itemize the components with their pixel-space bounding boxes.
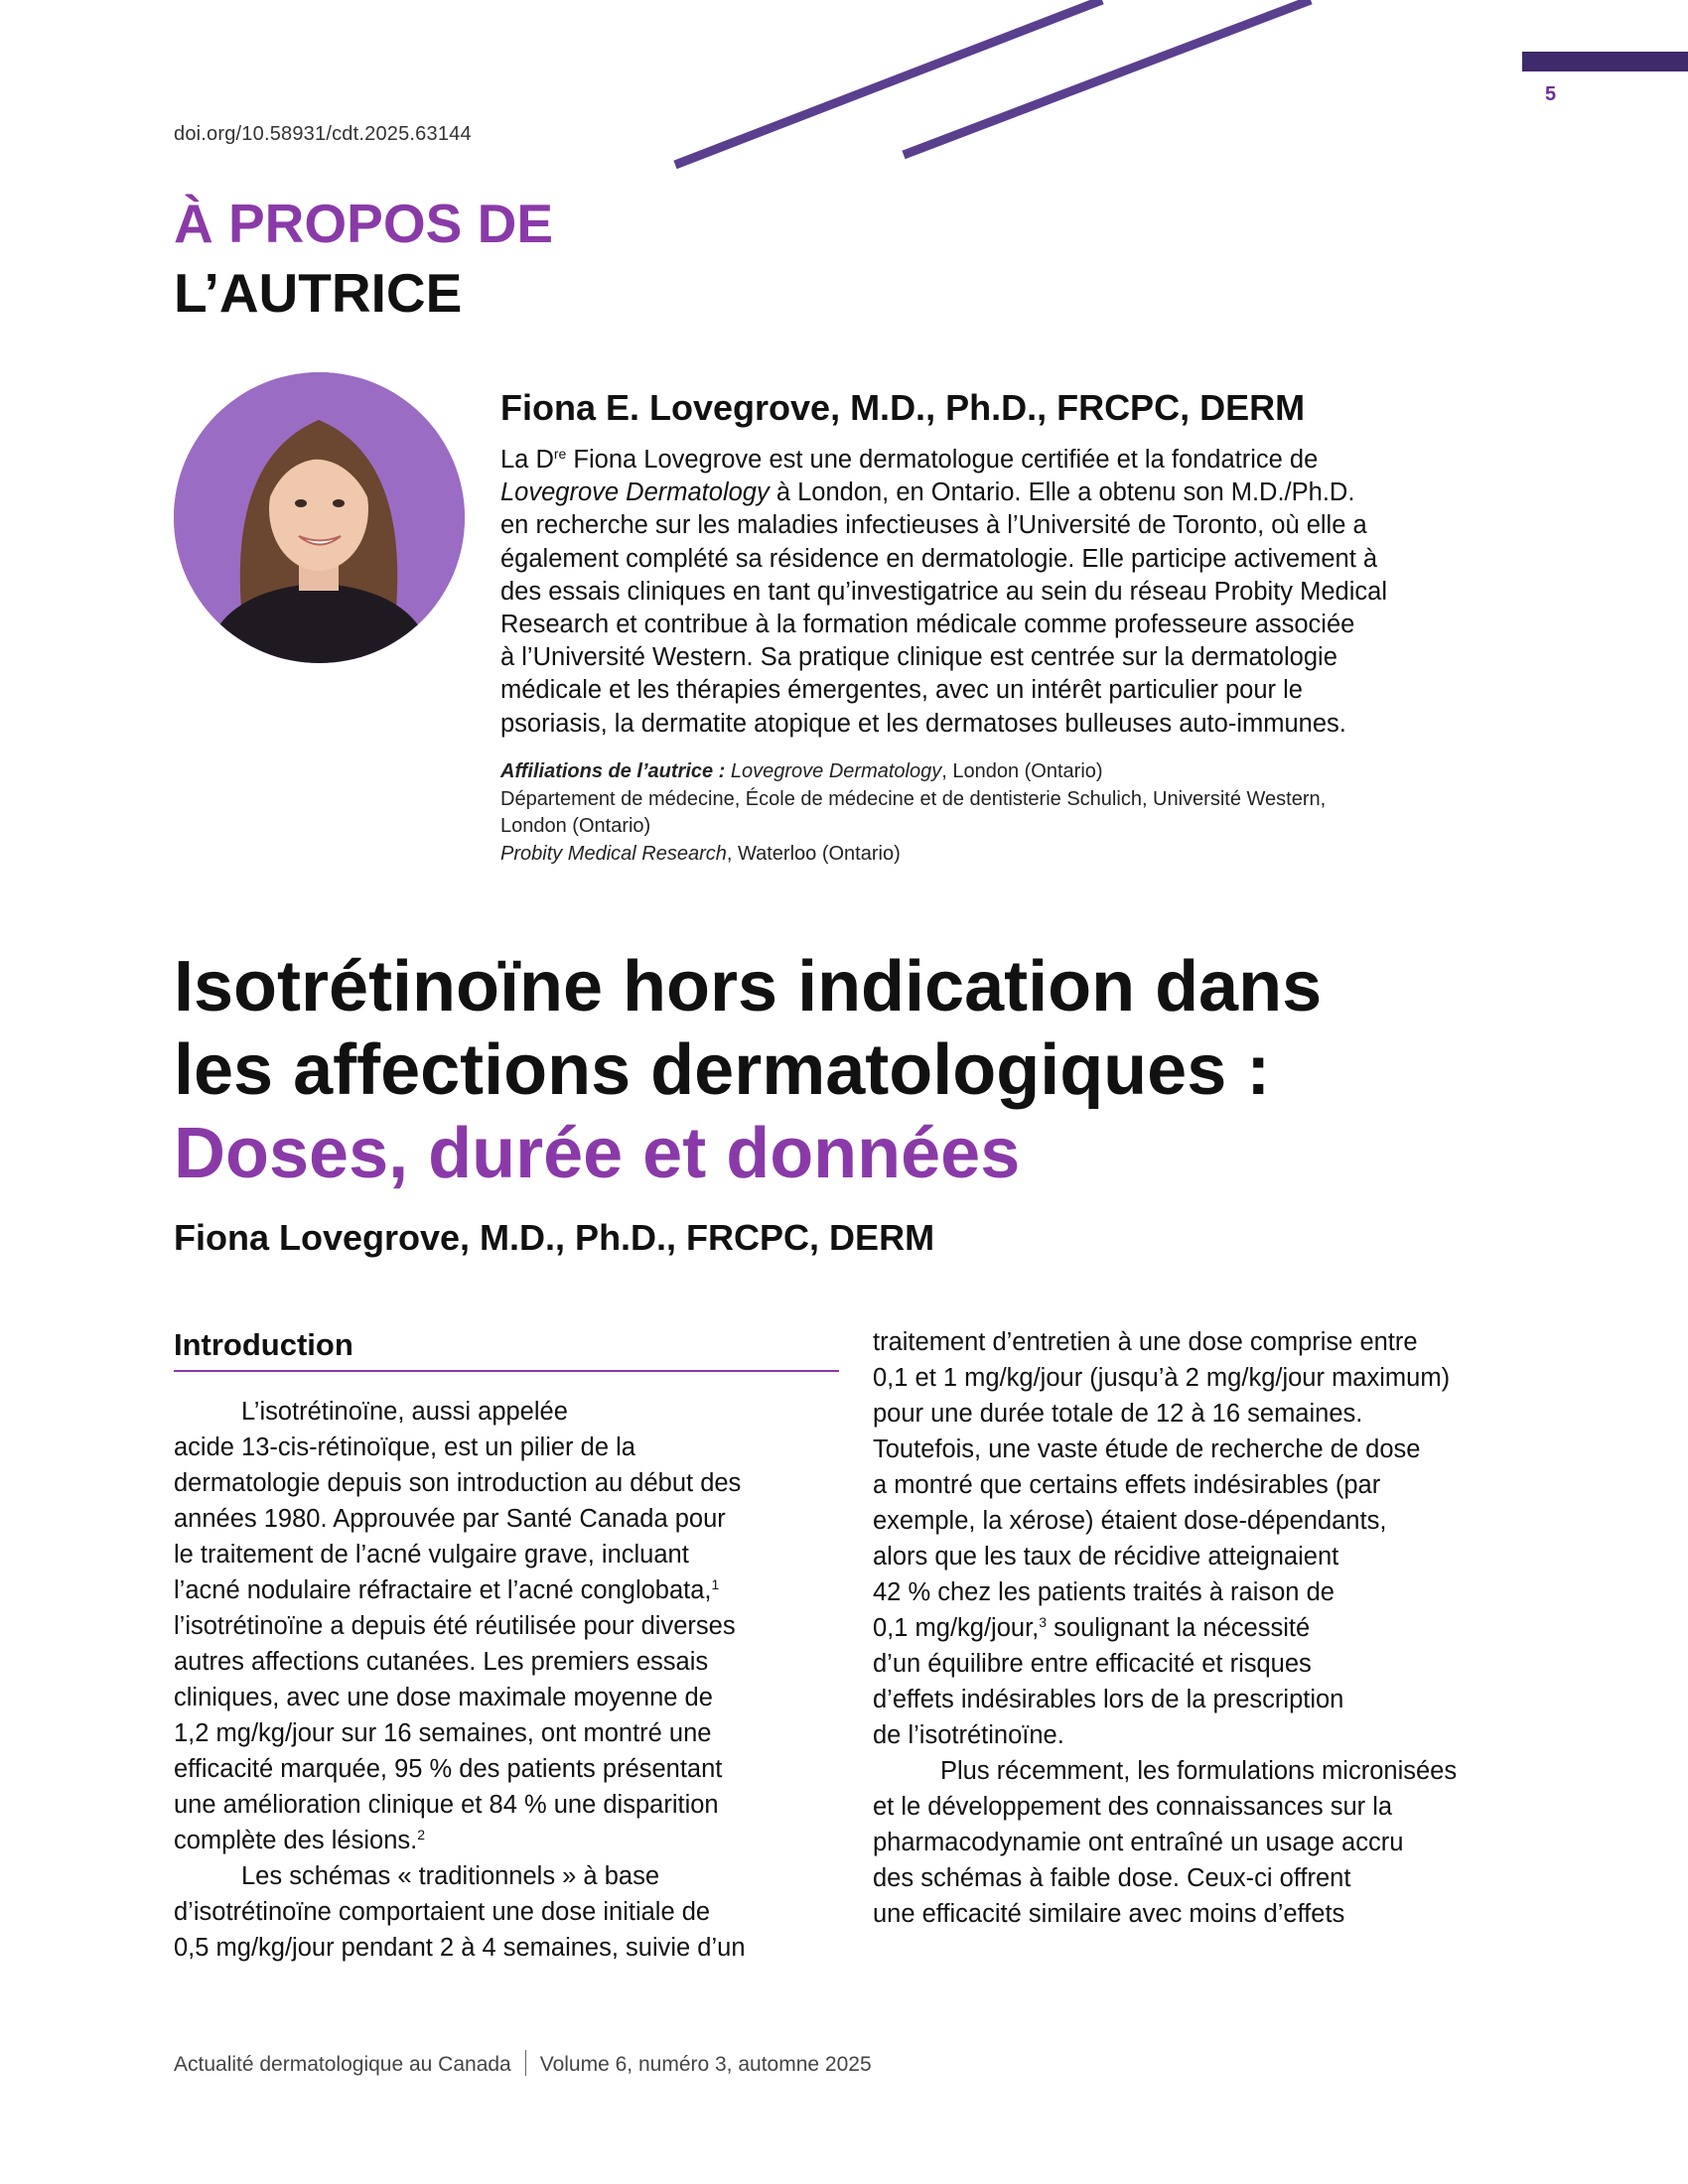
- title-line3: Doses, durée et données: [174, 1114, 1021, 1193]
- affiliation-line: Probity Medical Research, Waterloo (Ontario): [500, 842, 901, 865]
- footer-issue: Volume 6, numéro 3, automne 2025: [539, 2053, 872, 2076]
- body-line: acide 13-cis-rétinoïque, est un pilier de la: [174, 1433, 635, 1461]
- body-line: L’isotrétinoïne, aussi appelée: [241, 1398, 568, 1426]
- body-column-right: [873, 1324, 1548, 1932]
- body-line: 1,2 mg/kg/jour sur 16 semaines, ont montré une: [174, 1719, 712, 1747]
- citation-ref[interactable]: 3: [1039, 1614, 1048, 1630]
- body-line: 0,1 mg/kg/jour,$^3$ soulignant la nécessité: [873, 1614, 1311, 1642]
- body-line: dermatologie depuis son introduction au début des: [174, 1469, 742, 1497]
- author-bio: [500, 444, 1553, 741]
- footer-journal: Actualité dermatologique au Canada: [174, 2053, 511, 2076]
- body-line: Toutefois, une vaste étude de recherche de dose: [873, 1435, 1421, 1463]
- author-name: Fiona E. Lovegrove, M.D., Ph.D., FRCPC, DERM: [500, 387, 1306, 428]
- body-line: exemple, la xérose) étaient dose-dépendants,: [873, 1507, 1387, 1535]
- article-byline: Fiona Lovegrove, M.D., Ph.D., FRCPC, DERM: [174, 1217, 935, 1258]
- bio-line: psoriasis, la dermatite atopique et les dermatoses bulleuses auto-immunes.: [500, 709, 1346, 738]
- bio-line: La Dre Fiona Lovegrove est une dermatologue certifiée et la fondatrice de: [500, 446, 1319, 474]
- doi-link[interactable]: doi.org/10.58931/cdt.2025.63144: [174, 123, 472, 145]
- body-line: Plus récemment, les formulations micronisées: [940, 1757, 1458, 1785]
- body-line: complète des lésions.$^2$: [174, 1827, 426, 1854]
- bio-line: Research et contribue à la formation médicale comme professeure associée: [500, 611, 1355, 639]
- title-line2: les affections dermatologiques :: [174, 1030, 1271, 1110]
- body-line: et le développement des connaissances sur la: [873, 1793, 1393, 1821]
- body-line: 42 % chez les patients traités à raison de: [873, 1578, 1335, 1606]
- body-line: l’isotrétinoïne a depuis été réutilisée pour diverses: [174, 1612, 736, 1640]
- diagonal-line-2: [904, 0, 1311, 155]
- section-divider: [174, 1370, 839, 1372]
- footer-separator: [525, 2050, 526, 2076]
- header-accent-bar: [1522, 52, 1688, 71]
- about-heading-line1: À PROPOS DE: [174, 193, 554, 254]
- body-line: pharmacodynamie ont entraîné un usage accru: [873, 1829, 1404, 1856]
- page-number: 5: [1545, 83, 1557, 105]
- title-line1: Isotrétinoïne hors indication dans: [174, 947, 1323, 1026]
- body-line: l’acné nodulaire réfractaire et l’acné conglobata,$^1$: [174, 1576, 720, 1604]
- body-line: années 1980. Approuvée par Santé Canada pour: [174, 1505, 726, 1533]
- about-heading-line2: L’AUTRICE: [174, 262, 463, 324]
- page-footer: [174, 2050, 872, 2077]
- body-line: de l’isotrétinoïne.: [873, 1721, 1064, 1749]
- affiliation-line: London (Ontario): [500, 815, 651, 838]
- bio-line: à l’Université Western. Sa pratique clinique est centrée sur la dermatologie: [500, 643, 1337, 672]
- author-affiliations: [500, 758, 1553, 868]
- body-line: des schémas à faible dose. Ceux-ci offrent: [873, 1864, 1351, 1892]
- body-line: 0,5 mg/kg/jour pendant 2 à 4 semaines, suivie d’un: [174, 1934, 746, 1962]
- body-line: alors que les taux de récidive atteignaient: [873, 1543, 1339, 1570]
- bio-line: des essais cliniques en tant qu’investigatrice au sein du réseau Probity Medical: [500, 577, 1387, 606]
- diagonal-line-1: [675, 0, 1102, 165]
- citation-ref[interactable]: 1: [711, 1576, 720, 1592]
- body-line: cliniques, avec une dose maximale moyenne de: [174, 1684, 713, 1711]
- author-portrait-icon: [174, 372, 465, 663]
- body-line: traitement d’entretien à une dose comprise entre: [873, 1328, 1418, 1356]
- section-heading-introduction: Introduction: [174, 1327, 353, 1362]
- decorative-diagonal-lines: [0, 0, 1688, 199]
- body-line: efficacité marquée, 95 % des patients présentant: [174, 1755, 723, 1783]
- body-line: autres affections cutanées. Les premiers essais: [174, 1648, 709, 1676]
- bio-line: Lovegrove Dermatology à London, en Ontario. Elle a obtenu son M.D./Ph.D.: [500, 478, 1355, 507]
- body-column-left: [174, 1394, 839, 1966]
- body-line: 0,1 et 1 mg/kg/jour (jusqu’à 2 mg/kg/jour maximum): [873, 1364, 1451, 1392]
- body-line: a montré que certains effets indésirables (par: [873, 1471, 1381, 1499]
- bio-line: en recherche sur les maladies infectieuses à l’Université de Toronto, où elle a: [500, 511, 1367, 540]
- body-line: d’un équilibre entre efficacité et risques: [873, 1650, 1312, 1678]
- bio-line: également complété sa résidence en dermatologie. Elle participe activement à: [500, 544, 1378, 573]
- citation-ref[interactable]: 2: [417, 1827, 426, 1843]
- body-line: Les schémas « traditionnels » à base: [241, 1862, 659, 1890]
- body-line: d’effets indésirables lors de la prescription: [873, 1686, 1344, 1713]
- article-title: [174, 945, 1322, 1195]
- body-line: une efficacité similaire avec moins d’effets: [873, 1900, 1345, 1928]
- body-line: le traitement de l’acné vulgaire grave, incluant: [174, 1541, 689, 1569]
- bio-line: médicale et les thérapies émergentes, avec un intérêt particulier pour le: [500, 676, 1303, 705]
- author-photo: [174, 372, 465, 663]
- body-line: une amélioration clinique et 84 % une disparition: [174, 1791, 719, 1819]
- affiliation-line: Département de médecine, École de médecine et de dentisterie Schulich, Université Western,: [500, 787, 1327, 810]
- affiliation-line: Affiliations de l’autrice : Lovegrove Dermatology, London (Ontario): [500, 760, 1103, 782]
- body-line: d’isotrétinoïne comportaient une dose initiale de: [174, 1898, 711, 1926]
- body-line: pour une durée totale de 12 à 16 semaines.: [873, 1400, 1363, 1428]
